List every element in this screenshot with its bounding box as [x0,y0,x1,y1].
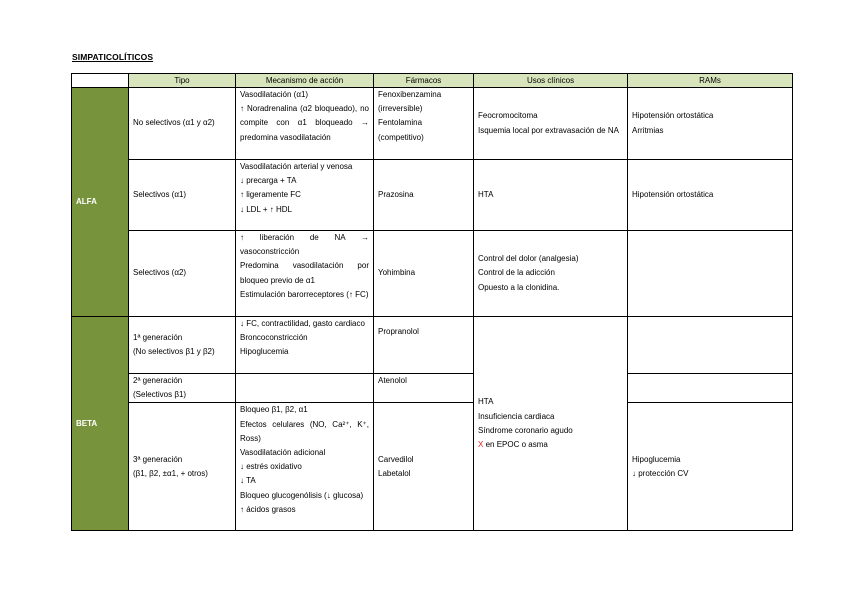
tipo-cell: No selectivos (α1 y α2) [129,88,236,160]
header-row [72,74,793,88]
contraindication-text: en EPOC o asma [485,439,548,449]
farmacos-cell [374,374,474,403]
page-title: SIMPATICOLÍTICOS [72,52,154,62]
group-label-alfa: ALFA [72,88,129,317]
farmaco-item: Fenoxibenzamina (irreversible) [378,90,442,114]
rams-cell [628,160,793,231]
header-usos: Usos clínicos [474,74,628,88]
header-blank [72,74,129,88]
simpaticoliticos-table [71,73,793,531]
mecanismo-line: Broncoconstricción [240,333,308,343]
tipo-cell [129,403,236,531]
mecanismo-cell [236,231,374,317]
uso-item: Insuficiencia cardiaca [478,411,555,421]
table-row [72,374,793,403]
table-row [72,231,793,317]
mecanismo-line: ↓ TA [240,476,256,486]
usos-cell [474,231,628,317]
mecanismo-line: Predomina vasodilatación por bloqueo previo de α1 [240,261,369,285]
farmacos-cell [374,231,474,317]
tipo-line: 3ª generación [133,454,183,464]
ram-item: Arritmias [632,125,664,135]
farmaco-item: Propranolol [378,327,419,336]
mecanismo-line: ↑ Noradrenalina (α2 bloqueado), no compite con α1 bloqueado → predomina vasodilatación [240,104,369,142]
mecanismo-cell [236,374,374,403]
header-mecanismo: Mecanismo de acción [236,74,374,88]
mecanismo-line: Estimulación barorreceptores (↑ FC) [240,289,369,299]
farmacos-cell [374,403,474,531]
mecanismo-line: ↑ ligeramente FC [240,190,301,200]
uso-item: Opuesto a la clonidina. [478,282,560,292]
mecanismo-line: ↓ estrés oxidativo [240,462,302,472]
tipo-cell: Selectivos (α1) [129,160,236,231]
mecanismo-cell [236,88,374,160]
rams-cell [628,317,793,374]
usos-cell-shared [474,317,628,531]
ram-item: Hipotensión ortostática [632,189,714,199]
mecanismo-line: Hipoglucemia [240,347,289,357]
mecanismo-line: Vasodilatación arterial y venosa [240,162,353,171]
rams-cell [628,231,793,317]
mecanismo-line: ↑ ácidos grasos [240,504,296,514]
mecanismo-cell [236,160,374,231]
mecanismo-cell [236,403,374,531]
usos-cell [474,160,628,231]
mecanismo-line: ↓ FC, contractilidad, gasto cardiaco [240,319,365,328]
table-row [72,317,793,374]
rams-cell [628,88,793,160]
uso-item-contraindication [478,438,623,452]
mecanismo-line: ↓ LDL + ↑ HDL [240,204,292,214]
group-label-beta: BETA [72,317,129,531]
header-tipo: Tipo [129,74,236,88]
table-row [72,160,793,231]
tipo-line: (β1, β2, ±α1, + otros) [133,468,208,478]
farmacos-cell [374,88,474,160]
tipo-cell [129,374,236,403]
usos-cell [474,88,628,160]
uso-item: Síndrome coronario agudo [478,425,573,435]
ram-item: ↓ protección CV [632,468,689,478]
mecanismo-line: ↓ precarga + TA [240,176,297,186]
mecanismo-line: ↑ liberación de NA → vasoconstricción [240,233,369,257]
mecanismo-line: Bloqueo glucogenólisis (↓ glucosa) [240,490,364,500]
tipo-line: (Selectivos β1) [133,390,187,400]
table-row [72,403,793,531]
rams-cell [628,403,793,531]
uso-item: Isquemia local por extravasación de NA [478,125,619,135]
farmacos-cell [374,317,474,374]
uso-item: HTA [478,189,494,199]
mecanismo-line: Vasodilatación adicional [240,448,326,458]
contraindication-mark: X [478,439,484,449]
tipo-line: (No selectivos β1 y β2) [133,347,215,356]
uso-item: Feocromocitoma [478,111,538,121]
ram-item: Hipotensión ortostática [632,111,714,121]
ram-item: Hipoglucemia [632,454,681,464]
tipo-line: 2ª generación [133,376,183,385]
farmaco-item: Prazosina [378,189,414,199]
farmacos-cell [374,160,474,231]
mecanismo-line: Efectos celulares (NO, Ca²⁺, K⁺, Ross) [240,419,369,443]
mecanismo-line: Vasodilatación (α1) [240,90,309,99]
header-rams: RAMs [628,74,793,88]
tipo-line: 1ª generación [133,332,183,342]
tipo-cell: Selectivos (α2) [129,231,236,317]
uso-item: Control de la adicción [478,268,555,278]
tipo-cell [129,317,236,374]
mecanismo-cell [236,317,374,374]
farmaco-item: Yohimbina [378,268,416,278]
uso-item: HTA [478,397,494,407]
farmaco-item: Atenolol [378,376,407,385]
uso-item: Control del dolor (analgesia) [478,254,579,264]
farmaco-item: Fentolamina (competitivo) [378,118,424,142]
table-row [72,88,793,160]
rams-cell [628,374,793,403]
mecanismo-line: Bloqueo β1, β2, α1 [240,405,308,415]
header-farmacos: Fármacos [374,74,474,88]
farmaco-item: Carvedilol [378,454,414,464]
farmaco-item: Labetalol [378,468,411,478]
